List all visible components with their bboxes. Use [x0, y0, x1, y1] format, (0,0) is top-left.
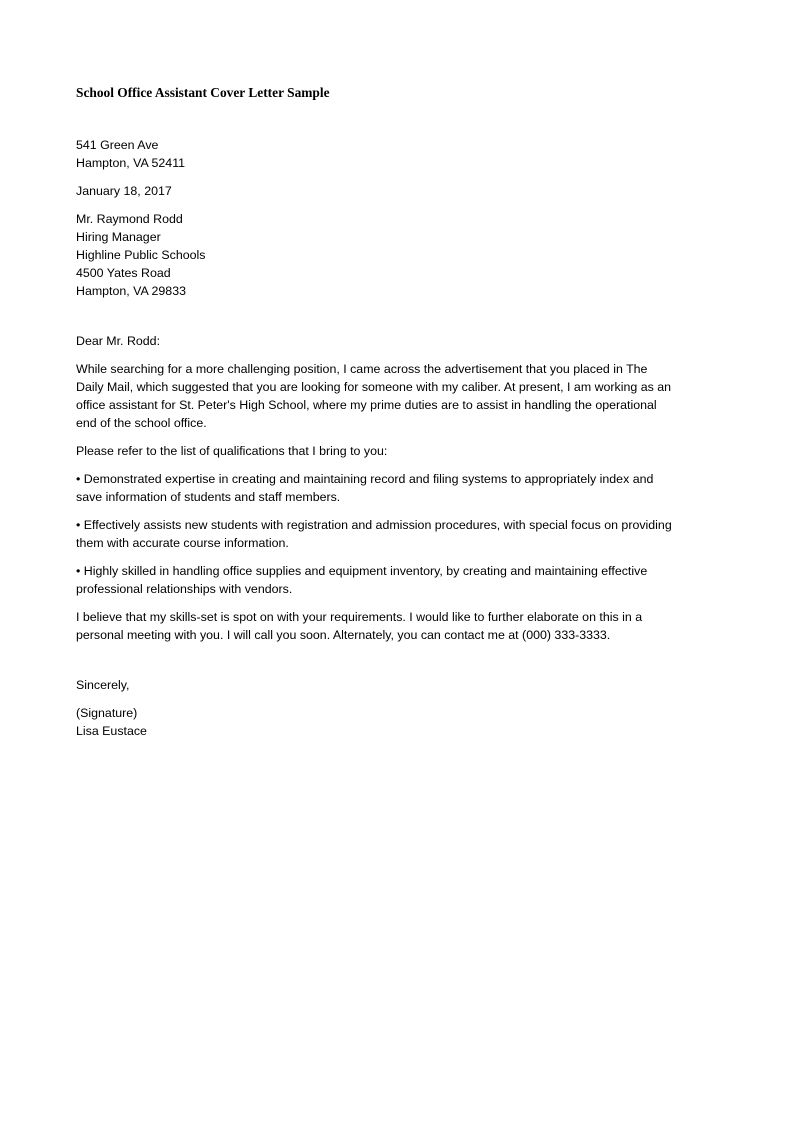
paragraph-line: Daily Mail, which suggested that you are looking for someone with my caliber. At present, I am working as an [76, 380, 672, 394]
letter-body [76, 84, 716, 740]
recipient-organization: Highline Public Schools [76, 248, 206, 262]
qualification-bullet-3 [76, 562, 716, 598]
recipient-position: Hiring Manager [76, 230, 161, 244]
paragraph-line: • Demonstrated expertise in creating and maintaining record and filing systems to appropriately index and [76, 472, 654, 486]
paragraph-line: • Effectively assists new students with registration and admission procedures, with special focus on providing [76, 518, 672, 532]
qualifications-intro: Please refer to the list of qualifications that I bring to you: [76, 444, 388, 458]
document-title: School Office Assistant Cover Letter Sample [76, 85, 330, 100]
letter-date: January 18, 2017 [76, 184, 172, 198]
paragraph-line: professional relationships with vendors. [76, 582, 293, 596]
paragraph-line: them with accurate course information. [76, 536, 289, 550]
closing-paragraph [76, 608, 716, 644]
sender-street: 541 Green Ave [76, 138, 159, 152]
qualification-bullet-1 [76, 470, 716, 506]
sender-address [76, 136, 716, 172]
recipient-name: Mr. Raymond Rodd [76, 212, 183, 226]
recipient-city: Hampton, VA 29833 [76, 284, 186, 298]
signer-name: Lisa Eustace [76, 724, 147, 738]
paragraph-line: save information of students and staff members. [76, 490, 341, 504]
sender-city: Hampton, VA 52411 [76, 156, 186, 170]
paragraph-line: personal meeting with you. I will call you soon. Alternately, you can contact me at (000) 333-3333. [76, 628, 611, 642]
paragraph-line: I believe that my skills-set is spot on with your requirements. I would like to further elaborate on this in a [76, 610, 643, 624]
paragraph-line: end of the school office. [76, 416, 207, 430]
qualification-bullet-2 [76, 516, 716, 552]
paragraph-line: While searching for a more challenging position, I came across the advertisement that you placed in The [76, 362, 648, 376]
paragraph-line: • Highly skilled in handling office supplies and equipment inventory, by creating and maintaining effective [76, 564, 648, 578]
closing: Sincerely, [76, 678, 130, 692]
intro-paragraph [76, 360, 716, 432]
recipient-street: 4500 Yates Road [76, 266, 171, 280]
signature-block [76, 704, 716, 740]
signature-placeholder: (Signature) [76, 706, 138, 720]
salutation: Dear Mr. Rodd: [76, 334, 161, 348]
recipient-address [76, 210, 716, 300]
paragraph-line: office assistant for St. Peter's High School, where my prime duties are to assist in handling the operational [76, 398, 657, 412]
